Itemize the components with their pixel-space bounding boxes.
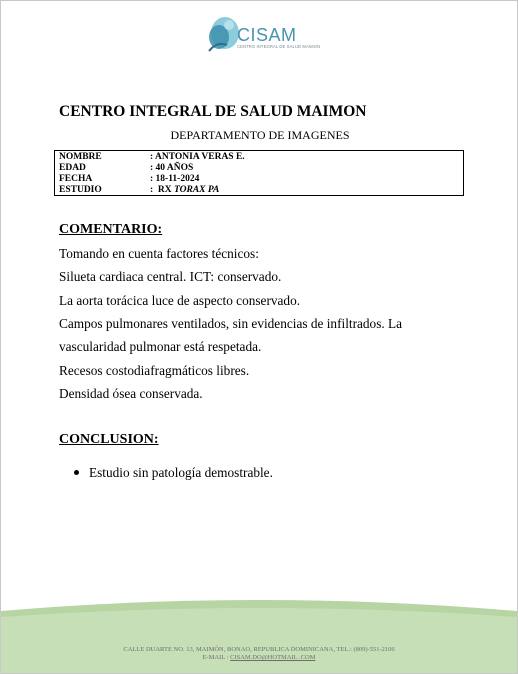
patient-label: NOMBRE: [59, 152, 102, 162]
department-name: DEPARTAMENTO DE IMAGENES: [170, 128, 350, 142]
comment-line: Tomando en cuenta factores técnicos:: [59, 246, 259, 261]
comment-line: Densidad ósea conservada.: [59, 386, 203, 401]
patient-value: : 18-11-2024: [150, 174, 200, 184]
comment-line: Silueta cardiaca central. ICT: conservado.: [59, 269, 282, 284]
patient-label: ESTUDIO: [59, 185, 102, 195]
comment-line: vascularidad pulmonar está respetada.: [59, 339, 262, 354]
footer-wave: [1, 597, 517, 674]
comment-line: Recesos costodiafragmáticos libres.: [59, 363, 250, 378]
patient-value: : 40 AÑOS: [150, 163, 194, 173]
patient-info-box: [54, 150, 464, 196]
logo-subtitle: CENTRO INTEGRAL DE SALUD MAIMON: [237, 44, 321, 49]
conclusion-heading: CONCLUSION:: [59, 432, 159, 447]
comment-heading: COMENTARIO:: [59, 222, 163, 237]
comment-line: La aorta torácica luce de aspecto conservado.: [59, 293, 301, 308]
study-prefix: : RX: [150, 185, 175, 195]
logo-name: CISAM: [237, 25, 297, 45]
conclusion-item: Estudio sin patología demostrable.: [89, 465, 273, 480]
report-title: CENTRO INTEGRAL DE SALUD MAIMON: [59, 103, 367, 120]
footer-email-label: E-MAIL :: [202, 654, 231, 661]
footer-address: CALLE DUARTE NO. 13, MAIMÓN, BONAO, REPUBLICA DOMINICANA, TEL.: (809)-551-2106: [123, 646, 395, 653]
patient-value: : ANTONIA VERAS E.: [150, 152, 245, 162]
patient-label: EDAD: [59, 163, 86, 173]
bullet-icon: [74, 470, 79, 475]
footer-email-link[interactable]: CISAM.DO@HOTMAIL .COM: [230, 654, 316, 661]
patient-label: FECHA: [59, 174, 93, 184]
footer-contact: [1, 654, 517, 661]
study-name: TORAX PA: [174, 185, 220, 195]
patient-value: [150, 185, 219, 196]
comment-line: Campos pulmonares ventilados, sin evidencias de infiltrados. La: [59, 316, 403, 331]
cisam-logo: [199, 11, 329, 57]
